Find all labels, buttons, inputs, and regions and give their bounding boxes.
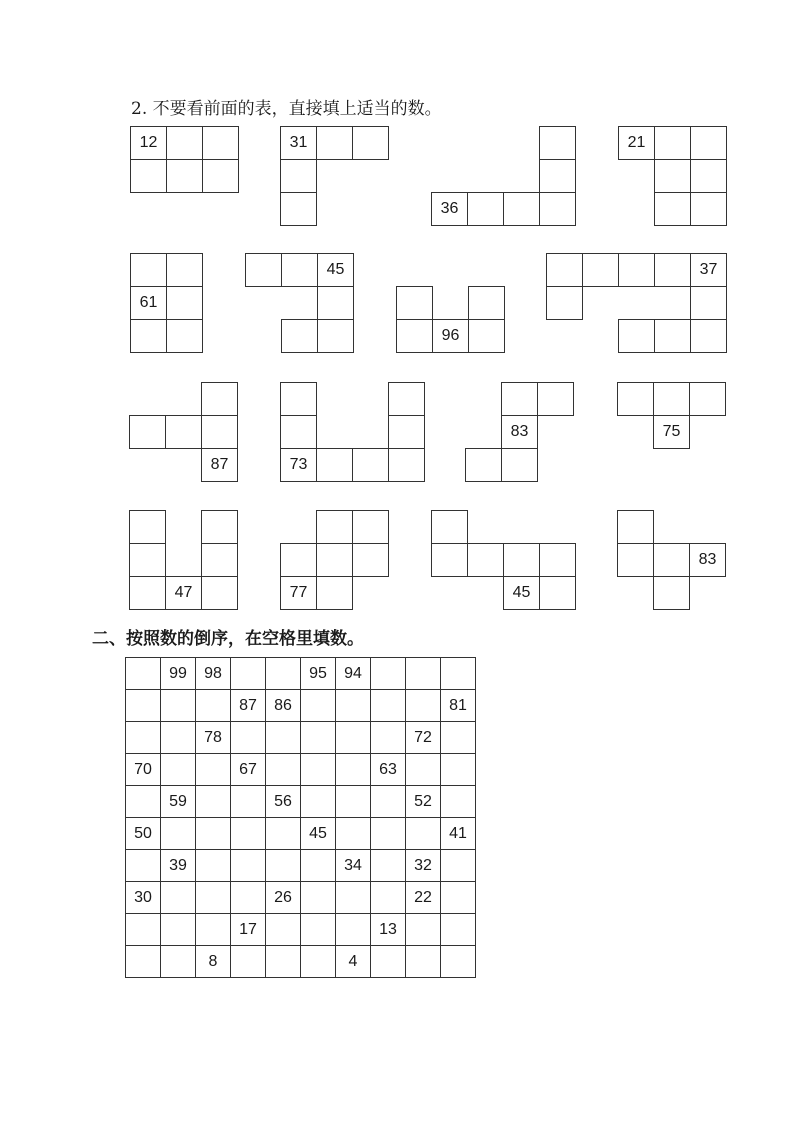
- grid-cell-given: 30: [126, 882, 161, 914]
- puzzle-cell-given: 96: [432, 319, 469, 353]
- puzzle-cell-blank[interactable]: [130, 159, 167, 193]
- puzzle-cell-blank[interactable]: [129, 415, 166, 449]
- puzzle-cell-blank[interactable]: [539, 192, 576, 226]
- puzzle-cell-given: 87: [201, 448, 238, 482]
- puzzle-cell-blank[interactable]: [280, 192, 317, 226]
- puzzle-cell-blank[interactable]: [166, 253, 203, 287]
- puzzle-cell-blank[interactable]: [201, 415, 238, 449]
- puzzle-cell-given: 83: [689, 543, 726, 577]
- puzzle-cell-given: 45: [317, 253, 354, 287]
- grid-cell-blank[interactable]: [441, 914, 476, 946]
- puzzle-cell-blank[interactable]: [690, 192, 727, 226]
- grid-cell-blank[interactable]: [196, 818, 231, 850]
- grid-cell-blank[interactable]: [161, 754, 196, 786]
- puzzle-cell-blank[interactable]: [201, 510, 238, 544]
- puzzle-cell-blank[interactable]: [388, 448, 425, 482]
- grid-cell-blank[interactable]: [371, 690, 406, 722]
- grid-row: [126, 690, 476, 722]
- puzzle-cell-given: 36: [431, 192, 468, 226]
- grid-cell-given: 32: [406, 850, 441, 882]
- grid-cell-given: 63: [371, 754, 406, 786]
- grid-cell-blank[interactable]: [266, 722, 301, 754]
- grid-cell-blank[interactable]: [406, 690, 441, 722]
- grid-cell-given: 8: [196, 946, 231, 978]
- grid-cell-blank[interactable]: [441, 722, 476, 754]
- grid-cell-blank[interactable]: [336, 818, 371, 850]
- grid-cell-blank[interactable]: [406, 818, 441, 850]
- grid-cell-blank[interactable]: [406, 658, 441, 690]
- grid-cell-blank[interactable]: [161, 690, 196, 722]
- grid-row: [126, 850, 476, 882]
- grid-cell-blank[interactable]: [126, 786, 161, 818]
- grid-cell-blank[interactable]: [301, 786, 336, 818]
- grid-cell-blank[interactable]: [126, 914, 161, 946]
- grid-cell-given: 52: [406, 786, 441, 818]
- grid-cell-blank[interactable]: [266, 658, 301, 690]
- grid-cell-blank[interactable]: [301, 882, 336, 914]
- puzzle-cell-blank[interactable]: [654, 253, 691, 287]
- puzzle-cell-blank[interactable]: [653, 382, 690, 416]
- puzzle-cell-given: 12: [130, 126, 167, 160]
- puzzle-cell-given: 45: [503, 576, 540, 610]
- grid-cell-given: 17: [231, 914, 266, 946]
- grid-cell-given: 78: [196, 722, 231, 754]
- puzzle-cell-blank[interactable]: [654, 319, 691, 353]
- grid-cell-given: 26: [266, 882, 301, 914]
- puzzle-cell-blank[interactable]: [388, 382, 425, 416]
- puzzle-cell-blank[interactable]: [316, 126, 353, 160]
- grid-cell-given: 13: [371, 914, 406, 946]
- puzzle-cell-blank[interactable]: [165, 415, 202, 449]
- puzzle-cell-blank[interactable]: [317, 286, 354, 320]
- grid-cell-given: 95: [301, 658, 336, 690]
- grid-row: [126, 754, 476, 786]
- grid-cell-blank[interactable]: [231, 786, 266, 818]
- grid-cell-blank[interactable]: [126, 946, 161, 978]
- puzzle-cell-blank[interactable]: [690, 159, 727, 193]
- grid-cell-blank[interactable]: [301, 850, 336, 882]
- puzzle-cell-blank[interactable]: [690, 286, 727, 320]
- grid-row: [126, 658, 476, 690]
- grid-cell-blank[interactable]: [301, 946, 336, 978]
- grid-row: [126, 818, 476, 850]
- puzzle-cell-blank[interactable]: [653, 543, 690, 577]
- puzzle-cell-blank[interactable]: [654, 159, 691, 193]
- grid-cell-blank[interactable]: [406, 754, 441, 786]
- puzzle-cell-blank[interactable]: [467, 543, 504, 577]
- puzzle-cell-blank[interactable]: [316, 543, 353, 577]
- puzzle-cell-blank[interactable]: [501, 448, 538, 482]
- grid-cell-blank[interactable]: [126, 850, 161, 882]
- puzzle-cell-blank[interactable]: [280, 382, 317, 416]
- puzzle-cell-blank[interactable]: [202, 126, 239, 160]
- puzzle-cell-blank[interactable]: [617, 510, 654, 544]
- puzzle-cell-blank[interactable]: [539, 543, 576, 577]
- grid-cell-blank[interactable]: [336, 690, 371, 722]
- puzzle-cell-blank[interactable]: [431, 510, 468, 544]
- grid-cell-blank[interactable]: [161, 818, 196, 850]
- grid-cell-blank[interactable]: [371, 786, 406, 818]
- puzzle-cell-given: 31: [280, 126, 317, 160]
- grid-cell-given: 98: [196, 658, 231, 690]
- puzzle-cell-blank[interactable]: [468, 319, 505, 353]
- grid-cell-blank[interactable]: [231, 818, 266, 850]
- grid-cell-given: 39: [161, 850, 196, 882]
- puzzle-cell-blank[interactable]: [201, 543, 238, 577]
- puzzle-cell-given: 83: [501, 415, 538, 449]
- grid-cell-blank[interactable]: [231, 850, 266, 882]
- puzzle-cell-blank[interactable]: [129, 510, 166, 544]
- question-2-title: 2. 不要看前面的表，直接填上适当的数。: [131, 99, 442, 119]
- puzzle-cell-blank[interactable]: [129, 543, 166, 577]
- grid-cell-blank[interactable]: [301, 754, 336, 786]
- grid-row: [126, 722, 476, 754]
- grid-cell-blank[interactable]: [336, 786, 371, 818]
- puzzle-cell-blank[interactable]: [654, 192, 691, 226]
- grid-cell-given: 22: [406, 882, 441, 914]
- grid-row: [126, 786, 476, 818]
- puzzle-cell-blank[interactable]: [689, 382, 726, 416]
- puzzle-cell-blank[interactable]: [546, 253, 583, 287]
- grid-cell-blank[interactable]: [196, 690, 231, 722]
- puzzle-cell-given: 37: [690, 253, 727, 287]
- puzzle-cell-blank[interactable]: [280, 159, 317, 193]
- grid-cell-given: 4: [336, 946, 371, 978]
- grid-cell-blank[interactable]: [126, 722, 161, 754]
- grid-cell-blank[interactable]: [371, 658, 406, 690]
- grid-cell-given: 59: [161, 786, 196, 818]
- puzzle-cell-blank[interactable]: [467, 192, 504, 226]
- puzzle-cell-blank[interactable]: [245, 253, 282, 287]
- grid-cell-blank[interactable]: [161, 914, 196, 946]
- puzzle-cell-blank[interactable]: [617, 382, 654, 416]
- grid-cell-blank[interactable]: [231, 722, 266, 754]
- grid-cell-blank[interactable]: [266, 754, 301, 786]
- grid-cell-blank[interactable]: [301, 690, 336, 722]
- grid-cell-given: 81: [441, 690, 476, 722]
- puzzle-cell-blank[interactable]: [280, 543, 317, 577]
- grid-cell-blank[interactable]: [441, 882, 476, 914]
- grid-cell-blank[interactable]: [266, 946, 301, 978]
- puzzle-cell-blank[interactable]: [653, 576, 690, 610]
- puzzle-cell-blank[interactable]: [539, 126, 576, 160]
- grid-cell-given: 87: [231, 690, 266, 722]
- grid-cell-given: 45: [301, 818, 336, 850]
- puzzle-cell-blank[interactable]: [352, 448, 389, 482]
- puzzle-cell-blank[interactable]: [129, 576, 166, 610]
- grid-cell-given: 41: [441, 818, 476, 850]
- grid-cell-blank[interactable]: [371, 722, 406, 754]
- grid-cell-blank[interactable]: [126, 658, 161, 690]
- puzzle-cell-given: 47: [165, 576, 202, 610]
- grid-cell-given: 70: [126, 754, 161, 786]
- puzzle-cell-blank[interactable]: [352, 510, 389, 544]
- grid-cell-blank[interactable]: [336, 882, 371, 914]
- grid-cell-blank[interactable]: [231, 882, 266, 914]
- grid-cell-blank[interactable]: [371, 818, 406, 850]
- puzzle-cell-blank[interactable]: [690, 319, 727, 353]
- puzzle-cell-blank[interactable]: [396, 286, 433, 320]
- grid-cell-blank[interactable]: [126, 690, 161, 722]
- grid-cell-blank[interactable]: [371, 946, 406, 978]
- puzzle-cell-blank[interactable]: [582, 253, 619, 287]
- grid-cell-blank[interactable]: [231, 658, 266, 690]
- grid-cell-blank[interactable]: [266, 850, 301, 882]
- puzzle-cell-blank[interactable]: [281, 319, 318, 353]
- grid-cell-blank[interactable]: [441, 754, 476, 786]
- puzzle-cell-blank[interactable]: [317, 319, 354, 353]
- grid-cell-blank[interactable]: [441, 946, 476, 978]
- puzzle-cell-blank[interactable]: [503, 192, 540, 226]
- puzzle-cell-blank[interactable]: [166, 319, 203, 353]
- puzzle-cell-blank[interactable]: [280, 415, 317, 449]
- grid-cell-given: 50: [126, 818, 161, 850]
- grid-cell-given: 86: [266, 690, 301, 722]
- grid-cell-blank[interactable]: [441, 850, 476, 882]
- puzzle-cell-blank[interactable]: [617, 543, 654, 577]
- puzzle-cell-given: 73: [280, 448, 317, 482]
- grid-cell-given: 34: [336, 850, 371, 882]
- grid-cell-blank[interactable]: [196, 786, 231, 818]
- puzzle-cell-blank[interactable]: [396, 319, 433, 353]
- grid-cell-blank[interactable]: [196, 882, 231, 914]
- grid-cell-blank[interactable]: [301, 914, 336, 946]
- grid-cell-blank[interactable]: [336, 914, 371, 946]
- puzzle-cell-given: 61: [130, 286, 167, 320]
- puzzle-cell-blank[interactable]: [539, 576, 576, 610]
- grid-cell-blank[interactable]: [441, 786, 476, 818]
- puzzle-cell-given: 21: [618, 126, 655, 160]
- puzzle-cell-blank[interactable]: [166, 159, 203, 193]
- puzzle-cell-blank[interactable]: [503, 543, 540, 577]
- grid-cell-blank[interactable]: [336, 754, 371, 786]
- grid-row: [126, 882, 476, 914]
- reverse-order-grid: [125, 657, 476, 978]
- grid-cell-given: 67: [231, 754, 266, 786]
- grid-cell-blank[interactable]: [406, 946, 441, 978]
- grid-cell-blank[interactable]: [161, 722, 196, 754]
- puzzle-cell-blank[interactable]: [202, 159, 239, 193]
- grid-cell-blank[interactable]: [196, 754, 231, 786]
- grid-row: [126, 914, 476, 946]
- puzzle-cell-blank[interactable]: [388, 415, 425, 449]
- grid-cell-given: 56: [266, 786, 301, 818]
- grid-cell-blank[interactable]: [371, 850, 406, 882]
- puzzle-cell-given: 75: [653, 415, 690, 449]
- puzzle-cell-blank[interactable]: [201, 382, 238, 416]
- grid-cell-blank[interactable]: [196, 914, 231, 946]
- puzzle-cell-blank[interactable]: [468, 286, 505, 320]
- puzzle-cell-blank[interactable]: [654, 126, 691, 160]
- puzzle-cell-blank[interactable]: [546, 286, 583, 320]
- puzzle-cell-blank[interactable]: [352, 543, 389, 577]
- puzzle-cell-blank[interactable]: [281, 253, 318, 287]
- grid-cell-blank[interactable]: [231, 946, 266, 978]
- puzzle-cell-blank[interactable]: [166, 126, 203, 160]
- grid-cell-blank[interactable]: [196, 850, 231, 882]
- puzzle-cell-given: 77: [280, 576, 317, 610]
- puzzle-cell-blank[interactable]: [465, 448, 502, 482]
- puzzle-cell-blank[interactable]: [431, 543, 468, 577]
- grid-cell-given: 94: [336, 658, 371, 690]
- puzzle-cell-blank[interactable]: [201, 576, 238, 610]
- grid-row: [126, 946, 476, 978]
- grid-cell-blank[interactable]: [266, 914, 301, 946]
- puzzle-cell-blank[interactable]: [166, 286, 203, 320]
- puzzle-cell-blank[interactable]: [316, 510, 353, 544]
- grid-cell-blank[interactable]: [371, 882, 406, 914]
- grid-cell-given: 72: [406, 722, 441, 754]
- grid-cell-blank[interactable]: [301, 722, 336, 754]
- puzzle-cell-blank[interactable]: [316, 576, 353, 610]
- grid-cell-blank[interactable]: [441, 658, 476, 690]
- puzzle-cell-blank[interactable]: [130, 253, 167, 287]
- grid-cell-blank[interactable]: [161, 946, 196, 978]
- puzzle-cell-blank[interactable]: [537, 382, 574, 416]
- puzzle-cell-blank[interactable]: [501, 382, 538, 416]
- section-2-title: 二、按照数的倒序，在空格里填数。: [92, 629, 364, 649]
- puzzle-cell-blank[interactable]: [690, 126, 727, 160]
- puzzle-cell-blank[interactable]: [618, 253, 655, 287]
- grid-cell-blank[interactable]: [266, 818, 301, 850]
- puzzle-cell-blank[interactable]: [618, 319, 655, 353]
- puzzle-cell-blank[interactable]: [316, 448, 353, 482]
- puzzle-cell-blank[interactable]: [352, 126, 389, 160]
- puzzle-cell-blank[interactable]: [130, 319, 167, 353]
- grid-cell-blank[interactable]: [406, 914, 441, 946]
- grid-cell-blank[interactable]: [161, 882, 196, 914]
- grid-cell-blank[interactable]: [336, 722, 371, 754]
- grid-cell-given: 99: [161, 658, 196, 690]
- puzzle-cell-blank[interactable]: [539, 159, 576, 193]
